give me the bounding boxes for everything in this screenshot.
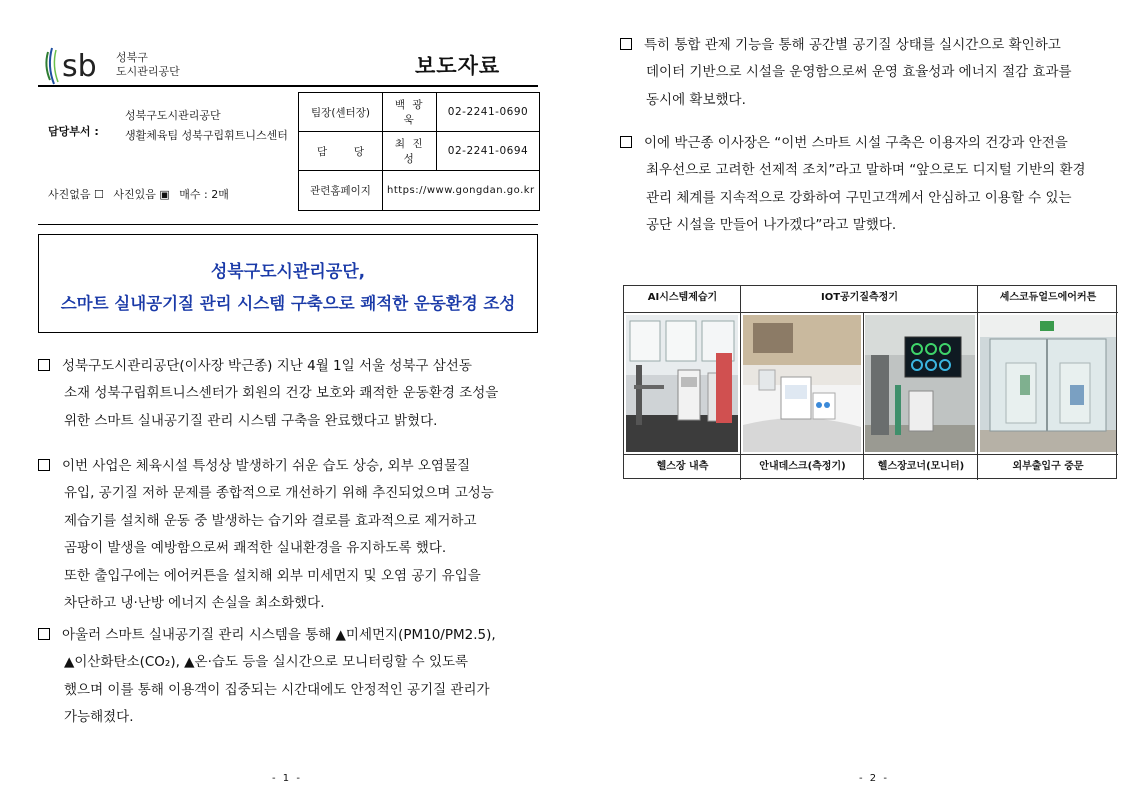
photo-header: AI시스템제습기: [647, 292, 718, 303]
monitor-corner-photo: [865, 315, 975, 452]
paragraph-4: 특히 통합 관제 기능을 통해 공간별 공기질 상태를 실시간으로 확인하고 데이터 기반으로 시설을 운영함으로써 운영 효율성과 에너지 절감 효과를 동시에 확보했다.: [620, 32, 1130, 114]
table-line: [624, 312, 1118, 313]
page-number: - 2 -: [859, 773, 889, 784]
photo-count: 매수 : 2매: [179, 188, 229, 201]
page-2: [572, 0, 1145, 801]
contact-name: 최 진 성: [383, 132, 437, 171]
checkbox-bullet-icon: [38, 459, 50, 471]
checkbox-bullet-icon: [620, 38, 632, 50]
photo-caption: 외부출입구 중문: [1012, 461, 1084, 472]
paragraph-3: 아울러 스마트 실내공기질 관리 시스템을 통해 ▲미세먼지(PM10/PM2.5), ▲이산화탄소(CO₂), ▲온·습도 등을 실시간으로 모니터링할 수 있도록 했으며 이를 통해 이용객이 집중되는 시간대에도 안정적인 공기질 관리가 가능해졌다.: [38, 622, 540, 732]
logo-mark-icon: [42, 42, 114, 88]
contact-row: [299, 132, 540, 171]
entrance-door-photo: [980, 315, 1116, 452]
contact-role: 팀장(센터장): [299, 93, 383, 132]
has-photo-label: 사진있음 ▣: [113, 188, 170, 201]
headline-line-2: 스마트 실내공기질 관리 시스템 구축으로 쾌적한 운동환경 조성: [60, 294, 516, 313]
photo-caption: 헬스장 내측: [656, 461, 709, 472]
checkbox-bullet-icon: [38, 359, 50, 371]
homepage-row: [299, 171, 540, 211]
contact-table: [298, 92, 540, 211]
headline-line-1: 성북구도시관리공단,: [210, 262, 366, 282]
contact-role: 담 당: [299, 132, 383, 171]
contact-phone: 02-2241-0694: [437, 132, 539, 171]
contact-row: [299, 93, 540, 132]
dept-label: 담당부서 :: [48, 125, 99, 138]
table-line: [740, 286, 741, 480]
reception-desk-photo: [743, 315, 861, 452]
page-1: [0, 0, 572, 801]
paragraph-5: 이에 박근종 이사장은 “이번 스마트 시설 구축은 이용자의 건강과 안전을 최우선으로 고려한 선제적 조치”라고 말하며 “앞으로도 디지털 기반의 환경 관리 체계를 지속적으로 강화하여 구민고객께서 안심하고 이용할 수 있는 공단 시설을 만들어 나가겠다”라고 말했다.: [620, 130, 1130, 240]
headline-box: [38, 234, 538, 333]
section-rule: [38, 224, 538, 225]
press-release-title: 보도자료: [415, 54, 501, 78]
photo-header: 셰스코듀얼드에어커튼: [999, 292, 1097, 303]
checkbox-bullet-icon: [620, 136, 632, 148]
photo-info: [48, 186, 235, 202]
photo-table: [623, 285, 1117, 479]
logo-line-1: 성북구: [116, 51, 148, 64]
paragraph-2: 이번 사업은 체육시설 특성상 발생하기 쉬운 습도 상승, 외부 오염물질 유입, 공기질 저하 문제를 종합적으로 개선하기 위해 추진되었으며 고성능 제습기를 설치해 운동 중 발생하는 습기와 결로를 효과적으로 제거하고 곰팡이 발생을 예방함으로써 쾌적한 실내환경을 유지하도록 했다. 또한 출입구에는 에어커튼을 설치해 외부 미세먼지 및 오염 공기 유입을 차단하고 냉·난방 에너지 손실을 최소화했다.: [38, 453, 540, 617]
homepage-label: 관련홈페이지: [299, 171, 383, 211]
checkbox-bullet-icon: [38, 628, 50, 640]
contact-name: 백 광 욱: [383, 93, 437, 132]
gym-interior-photo: [626, 315, 738, 452]
paragraph-1: 성북구도시관리공단(이사장 박근종) 지난 4월 1일 서울 성북구 삼선동 소재 성북구립휘트니스센터가 회원의 건강 보호와 쾌적한 운동환경 조성을 위한 스마트 실내공기질 관리 시스템 구축을 완료했다고 밝혔다.: [38, 353, 540, 435]
no-photo-label: 사진없음 ☐: [48, 188, 104, 201]
logo: [42, 40, 182, 90]
svg-text:sb: sb: [62, 49, 97, 84]
page-number: - 1 -: [272, 773, 302, 784]
table-line: [977, 286, 978, 480]
logo-line-2: 도시관리공단: [116, 65, 180, 78]
header-rule: [38, 85, 538, 87]
dept-org-line-2: 생활체육팀 성북구립휘트니스센터: [125, 129, 288, 142]
photo-caption: 안내데스크(측정기): [759, 461, 846, 472]
dept-org-line-1: 성북구도시관리공단: [125, 109, 221, 122]
photo-caption: 헬스장코너(모니터): [877, 461, 965, 472]
contact-phone: 02-2241-0690: [437, 93, 539, 132]
homepage-link[interactable]: https://www.gongdan.go.kr: [383, 171, 540, 211]
dept-org: [125, 106, 288, 146]
photo-header: IOT공기질측정기: [820, 292, 898, 303]
